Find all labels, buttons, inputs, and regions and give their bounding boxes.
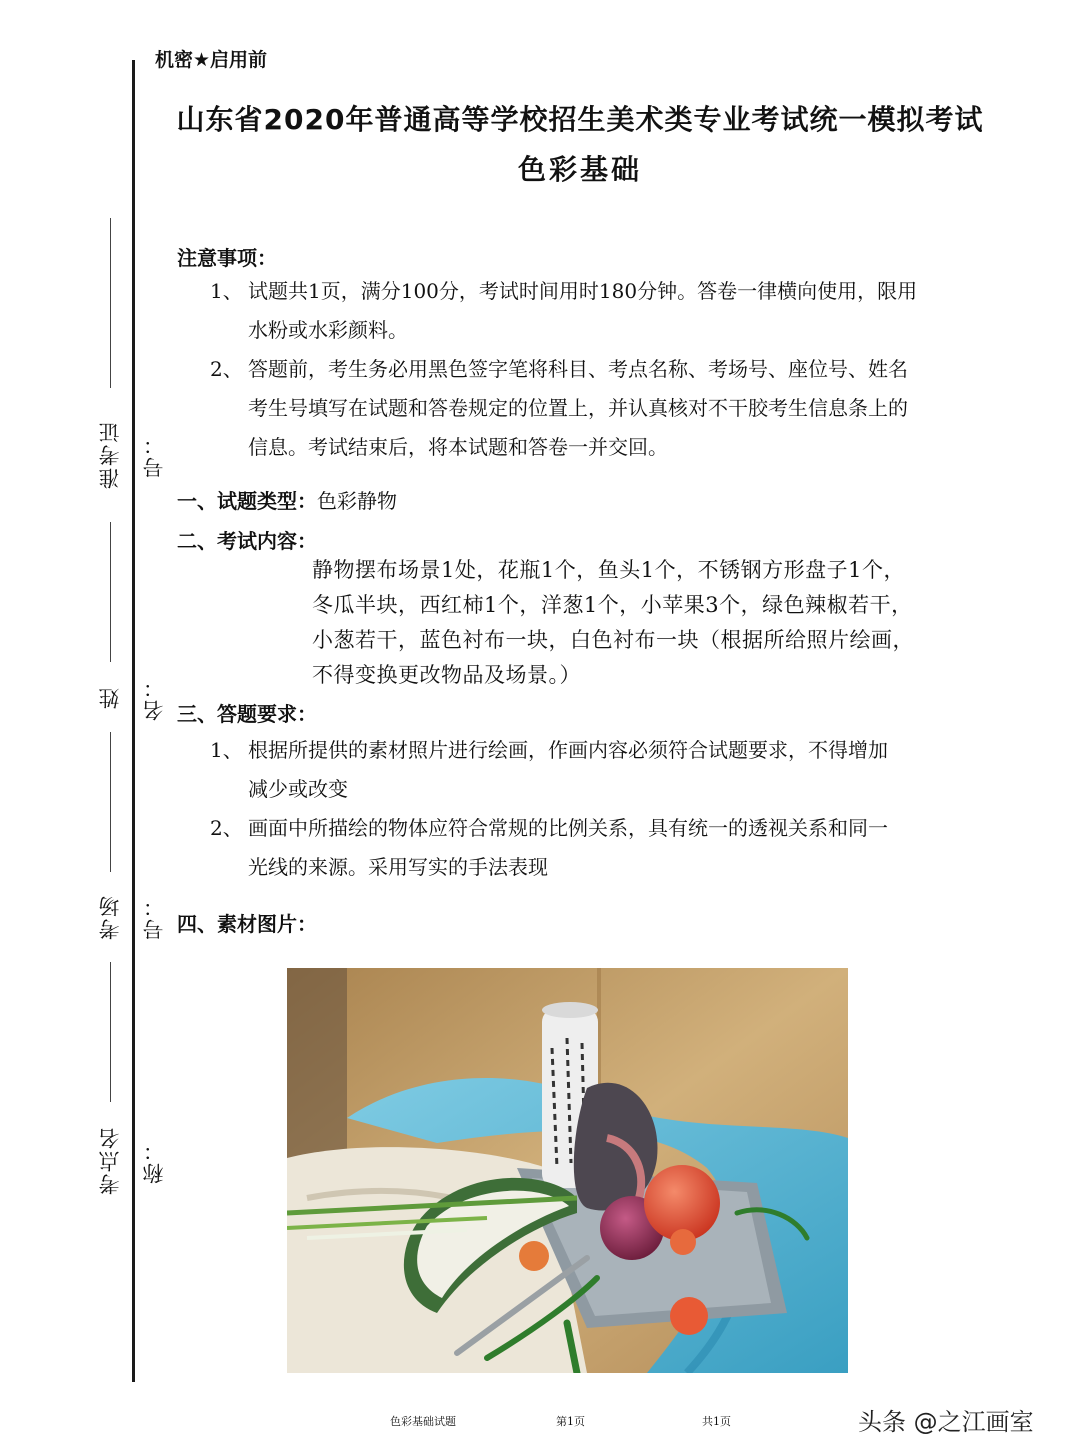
exam-site-label: 考点名称： (98, 1126, 166, 1196)
vase-mouth (542, 1002, 598, 1018)
still-life-reference-photo (287, 968, 848, 1373)
room-number-line (110, 962, 111, 1102)
question-type (177, 487, 397, 515)
exam-subject: 色彩基础 (517, 153, 642, 186)
admission-number-label: 准考证号： (98, 420, 166, 490)
footer-subject: 色彩基础试题 (390, 1415, 456, 1428)
notice-heading: 注意事项： (177, 246, 277, 270)
small-apple-3 (670, 1297, 708, 1335)
question-type-value: 色彩静物 (317, 489, 397, 513)
small-apple-1 (519, 1241, 549, 1271)
room-number-label: 考场号： (98, 894, 166, 940)
notice-item-2-line-1: 答题前，考生务必用黑色签字笔将科目、考点名称、考场号、座位号、姓名 (248, 357, 908, 381)
exam-content-line-3: 小葱若干，蓝色衬布一块，白色衬布一块（根据所给照片绘画， (312, 628, 914, 652)
admission-number-line-lower (110, 522, 111, 662)
exam-content-line-1: 静物摆布场景1处，花瓶1个，鱼头1个，不锈钢方形盘子1个， (312, 558, 905, 582)
notice-item-2-line-2: 考生号填写在试题和答卷规定的位置上，并认真核对不干胶考生信息条上的 (248, 396, 908, 420)
exam-content-heading: 二、考试内容： (177, 529, 317, 553)
classification-mark: 机密★启用前 (155, 49, 268, 71)
requirement-item-1-line-2: 减少或改变 (248, 777, 348, 801)
notice-item-1-line-2: 水粉或水彩颜料。 (248, 318, 408, 342)
exam-title: 山东省2020年普通高等学校招生美术类专业考试统一模拟考试 (176, 103, 984, 136)
requirement-item-2-line-2: 光线的来源。采用写实的手法表现 (248, 855, 548, 879)
requirement-item-1 (210, 731, 990, 809)
name-label: 姓名： (98, 675, 166, 721)
exam-content-line-4: 不得变换更改物品及场景。） (312, 663, 581, 687)
requirement-item-1-number: 1、 (210, 738, 243, 762)
question-type-heading: 一、试题类型： (177, 489, 317, 513)
notice-item-1 (210, 272, 990, 350)
still-life-illustration (287, 968, 848, 1373)
requirement-item-2-number: 2、 (210, 816, 243, 840)
notice-item-1-line-1: 试题共1页，满分100分，考试时间用时180分钟。答卷一律横向使用，限用 (248, 279, 918, 303)
notice-item-2-line-3: 信息。考试结束后，将本试题和答卷一并交回。 (248, 435, 668, 459)
requirement-item-1-line-1: 根据所提供的素材照片进行绘画，作画内容必须符合试题要求，不得增加 (248, 738, 888, 762)
notice-item-1-number: 1、 (210, 279, 243, 303)
exam-content-text (312, 553, 992, 693)
footer-page-number: 第1页 (556, 1415, 585, 1428)
requirements-heading: 三、答题要求： (177, 702, 317, 726)
exam-content-line-2: 冬瓜半块，西红柿1个，洋葱1个，小苹果3个，绿色辣椒若干， (312, 593, 913, 617)
requirement-item-2 (210, 809, 990, 887)
admission-number-line (110, 218, 111, 388)
watermark: 头条 @之江画室 (858, 1408, 1034, 1436)
footer-total-pages: 共1页 (702, 1415, 731, 1428)
small-apple-2 (670, 1229, 696, 1255)
notice-item-2-number: 2、 (210, 357, 243, 381)
notice-item-2 (210, 350, 990, 467)
requirement-item-2-line-1: 画面中所描绘的物体应符合常规的比例关系，具有统一的透视关系和同一 (248, 816, 888, 840)
material-image-heading: 四、素材图片： (177, 912, 317, 936)
name-line (110, 732, 111, 872)
